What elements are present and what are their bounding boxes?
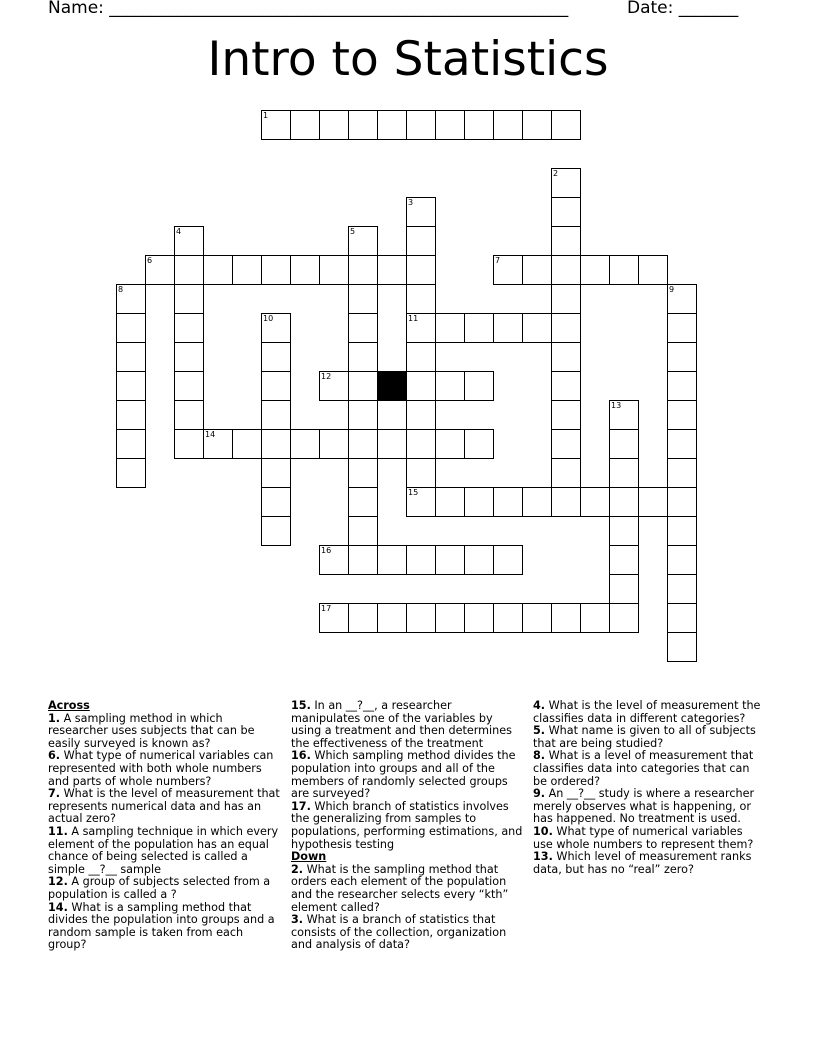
grid-cell[interactable] <box>348 429 378 459</box>
grid-cell[interactable] <box>667 603 697 633</box>
grid-cell[interactable] <box>377 545 407 575</box>
grid-cell[interactable] <box>174 429 204 459</box>
grid-cell[interactable] <box>406 603 436 633</box>
date-field-label: Date: _______ <box>627 0 739 18</box>
clue-section-heading: Down <box>291 850 327 864</box>
clue-item-text: What type of numerical variables can represented with both whole numbers and parts of whole numbers? <box>48 749 274 788</box>
grid-cell[interactable] <box>667 574 697 604</box>
grid-cell[interactable] <box>203 255 233 285</box>
clue-item-number: 13. <box>533 850 553 864</box>
grid-cell[interactable] <box>580 255 610 285</box>
clue-item-number: 2. <box>291 862 304 876</box>
name-field-label: Name: ______________________________________________________ <box>48 0 569 18</box>
grid-cell[interactable] <box>319 110 349 140</box>
grid-cell[interactable] <box>609 516 639 546</box>
grid-cell[interactable] <box>551 458 581 488</box>
clue-item-text: What is a level of measurement that classifies data into categories that can be ordered? <box>533 749 754 788</box>
grid-cell[interactable] <box>435 110 465 140</box>
grid-cell[interactable] <box>261 313 291 343</box>
clue-number: 16 <box>321 546 332 555</box>
grid-cell[interactable] <box>609 400 639 430</box>
grid-cell[interactable] <box>174 371 204 401</box>
clue-number: 5 <box>350 227 356 236</box>
grid-cell[interactable] <box>609 545 639 575</box>
clue-item <box>533 750 765 788</box>
grid-cell[interactable] <box>348 487 378 517</box>
grid-cell[interactable] <box>667 516 697 546</box>
grid-cell[interactable] <box>116 400 146 430</box>
clue-item-text: In an __?__, a researcher manipulates one of the variables by using a treatment and then determines the effectiveness of the treatment <box>291 699 512 750</box>
grid-cell[interactable] <box>667 284 697 314</box>
clue-item-number: 3. <box>291 913 304 927</box>
grid-cell[interactable] <box>435 545 465 575</box>
clue-item-text: A group of subjects selected from a population is called a ? <box>48 875 271 901</box>
grid-cell[interactable] <box>348 516 378 546</box>
clue-item <box>533 700 765 725</box>
grid-cell[interactable] <box>435 487 465 517</box>
clue-item <box>48 713 280 751</box>
clue-item <box>291 914 523 952</box>
clue-item-number: 11. <box>48 824 68 838</box>
grid-cell[interactable] <box>609 603 639 633</box>
page-title: Intro to Statistics <box>207 32 609 87</box>
grid-cell[interactable] <box>261 400 291 430</box>
grid-cell[interactable] <box>261 458 291 488</box>
grid-cell[interactable] <box>377 603 407 633</box>
grid-cell[interactable] <box>551 197 581 227</box>
grid-cell[interactable] <box>261 487 291 517</box>
grid-cell[interactable] <box>348 342 378 372</box>
grid-cell[interactable] <box>464 371 494 401</box>
grid-cell[interactable] <box>406 545 436 575</box>
grid-cell[interactable] <box>116 284 146 314</box>
grid-cell[interactable] <box>406 255 436 285</box>
grid-cell[interactable] <box>319 603 349 633</box>
grid-cell[interactable] <box>174 255 204 285</box>
clue-item-number: 10. <box>533 824 553 838</box>
grid-cell[interactable] <box>348 371 378 401</box>
grid-cell[interactable] <box>261 516 291 546</box>
grid-cell[interactable] <box>609 458 639 488</box>
grid-cell[interactable] <box>261 110 291 140</box>
clue-number: 17 <box>321 604 332 613</box>
grid-cell[interactable] <box>464 110 494 140</box>
grid-cell[interactable] <box>406 313 436 343</box>
clue-number: 13 <box>611 401 622 410</box>
grid-cell[interactable] <box>580 487 610 517</box>
grid-cell[interactable] <box>522 255 552 285</box>
clue-item <box>291 700 523 750</box>
grid-cell[interactable] <box>232 255 262 285</box>
clue-item-number: 5. <box>533 724 546 738</box>
grid-cell[interactable] <box>580 603 610 633</box>
grid-cell[interactable] <box>464 545 494 575</box>
clue-item-number: 4. <box>533 699 546 712</box>
clue-item <box>48 826 280 876</box>
clue-item-text: What name is given to all of subjects that are being studied? <box>533 724 756 750</box>
clue-number: 14 <box>205 430 216 439</box>
grid-cell[interactable] <box>464 487 494 517</box>
clue-item <box>48 750 280 788</box>
grid-cell[interactable] <box>609 255 639 285</box>
clue-item-text: What is the level of measurement that represents numerical data and has an actual zero? <box>48 787 280 826</box>
grid-cell[interactable] <box>464 603 494 633</box>
grid-cell[interactable] <box>493 545 523 575</box>
grid-cell[interactable] <box>551 110 581 140</box>
grid-cell[interactable] <box>348 458 378 488</box>
clue-number: 6 <box>147 256 153 265</box>
grid-cell[interactable] <box>174 284 204 314</box>
grid-cell[interactable] <box>319 429 349 459</box>
clue-item-number: 14. <box>48 900 68 914</box>
grid-cell[interactable] <box>667 342 697 372</box>
grid-cell[interactable] <box>261 371 291 401</box>
grid-cell[interactable] <box>377 110 407 140</box>
clue-number: 8 <box>118 285 124 294</box>
grid-cell[interactable] <box>174 400 204 430</box>
clue-number: 7 <box>495 256 501 265</box>
grid-cell[interactable] <box>377 429 407 459</box>
grid-cell[interactable] <box>551 255 581 285</box>
grid-cell[interactable] <box>522 603 552 633</box>
grid-cell[interactable] <box>667 632 697 662</box>
grid-cell[interactable] <box>667 487 697 517</box>
clue-item <box>48 902 280 952</box>
clue-item-text: Which level of measurement ranks data, but has no “real” zero? <box>533 850 752 876</box>
clue-item <box>533 851 765 876</box>
clue-item-text: Which branch of statistics involves the generalizing from samples to populations, performing estimations, and hypothesis testing <box>291 799 523 851</box>
clue-number: 11 <box>408 314 419 323</box>
grid-cell[interactable] <box>116 371 146 401</box>
clues-column-3 <box>533 700 765 876</box>
grid-cell[interactable] <box>551 342 581 372</box>
clue-number: 2 <box>553 169 559 178</box>
grid-cell[interactable] <box>406 342 436 372</box>
clue-number: 10 <box>263 314 274 323</box>
grid-cell[interactable] <box>290 255 320 285</box>
clue-item-number: 15. <box>291 699 311 712</box>
clue-item-number: 16. <box>291 749 311 763</box>
grid-cell[interactable] <box>551 429 581 459</box>
grid-cell[interactable] <box>551 400 581 430</box>
grid-cell[interactable] <box>667 400 697 430</box>
clue-item <box>48 788 280 826</box>
grid-cell[interactable] <box>406 197 436 227</box>
grid-cell[interactable] <box>435 313 465 343</box>
black-square <box>377 371 407 401</box>
grid-cell[interactable] <box>319 371 349 401</box>
grid-cell[interactable] <box>348 255 378 285</box>
grid-cell[interactable] <box>174 313 204 343</box>
clue-item-text: What is a branch of statistics that consists of the collection, organization and analysis of data? <box>291 913 507 952</box>
grid-cell[interactable] <box>551 371 581 401</box>
clue-item <box>533 826 765 851</box>
grid-cell[interactable] <box>261 342 291 372</box>
clue-number: 9 <box>669 285 675 294</box>
grid-cell[interactable] <box>551 603 581 633</box>
grid-cell[interactable] <box>261 429 291 459</box>
grid-cell[interactable] <box>551 313 581 343</box>
grid-cell[interactable] <box>667 371 697 401</box>
clue-item-text: Which sampling method divides the population into groups and all of the members of randomly selected groups are surveyed? <box>291 749 516 801</box>
grid-cell[interactable] <box>522 313 552 343</box>
grid-cell[interactable] <box>348 603 378 633</box>
grid-cell[interactable] <box>319 255 349 285</box>
grid-cell[interactable] <box>609 574 639 604</box>
clue-section-heading: Across <box>48 699 90 712</box>
clue-number: 4 <box>176 227 182 236</box>
grid-cell[interactable] <box>464 429 494 459</box>
grid-cell[interactable] <box>232 429 262 459</box>
grid-cell[interactable] <box>290 429 320 459</box>
clue-item-number: 9. <box>533 787 546 801</box>
grid-cell[interactable] <box>116 313 146 343</box>
grid-cell[interactable] <box>522 110 552 140</box>
grid-cell[interactable] <box>406 110 436 140</box>
grid-cell[interactable] <box>551 284 581 314</box>
grid-cell[interactable] <box>493 313 523 343</box>
clue-item-text: What is a sampling method that divides the population into groups and a random sample is taken from each group? <box>48 900 275 952</box>
grid-cell[interactable] <box>348 284 378 314</box>
clue-item <box>533 788 765 826</box>
grid-cell[interactable] <box>348 313 378 343</box>
grid-cell[interactable] <box>493 487 523 517</box>
clue-item-text: An __?__ study is where a researcher merely observes what is happening, or has happened. No treatment is used. <box>533 787 755 826</box>
clue-item-text: A sampling technique in which every element of the population has an equal chance of being selected is called a simple __?__ sample <box>48 824 279 876</box>
grid-cell[interactable] <box>203 429 233 459</box>
grid-cell[interactable] <box>174 342 204 372</box>
grid-cell[interactable] <box>493 603 523 633</box>
clue-item-number: 1. <box>48 711 61 725</box>
grid-cell[interactable] <box>116 429 146 459</box>
grid-cell[interactable] <box>261 255 291 285</box>
grid-cell[interactable] <box>116 342 146 372</box>
grid-cell[interactable] <box>551 168 581 198</box>
clue-number: 12 <box>321 372 332 381</box>
grid-cell[interactable] <box>145 255 175 285</box>
clues-column-2 <box>291 700 523 952</box>
grid-cell[interactable] <box>377 255 407 285</box>
clue-number: 1 <box>263 111 269 120</box>
clue-item-number: 8. <box>533 749 546 763</box>
clue-number: 3 <box>408 198 414 207</box>
grid-cell[interactable] <box>406 487 436 517</box>
clue-item-text: What is the level of measurement the classifies data in different categories? <box>533 699 761 725</box>
grid-cell[interactable] <box>435 603 465 633</box>
grid-cell[interactable] <box>406 226 436 256</box>
clue-item-text: A sampling method in which researcher uses subjects that can be easily surveyed is known as? <box>48 711 255 750</box>
clue-item <box>291 750 523 800</box>
grid-cell[interactable] <box>522 487 552 517</box>
grid-cell[interactable] <box>290 110 320 140</box>
grid-cell[interactable] <box>406 400 436 430</box>
grid-cell[interactable] <box>406 284 436 314</box>
clue-item <box>291 801 523 851</box>
clue-item <box>48 876 280 901</box>
grid-cell[interactable] <box>609 429 639 459</box>
clue-item-text: What type of numerical variables use whole numbers to represent them? <box>533 824 754 851</box>
grid-cell[interactable] <box>348 400 378 430</box>
grid-cell[interactable] <box>609 487 639 517</box>
clue-item-text: What is the sampling method that orders each element of the population and the researcher selects every “kth” element called? <box>291 862 509 914</box>
grid-cell[interactable] <box>667 429 697 459</box>
grid-cell[interactable] <box>348 545 378 575</box>
grid-cell[interactable] <box>464 313 494 343</box>
clue-item <box>533 725 765 750</box>
grid-cell[interactable] <box>667 545 697 575</box>
clue-item-number: 17. <box>291 799 311 813</box>
grid-cell[interactable] <box>435 371 465 401</box>
grid-cell[interactable] <box>406 429 436 459</box>
clues-column-1 <box>48 700 280 952</box>
clue-number: 15 <box>408 488 419 497</box>
grid-cell[interactable] <box>667 313 697 343</box>
grid-cell[interactable] <box>551 226 581 256</box>
clue-item-number: 12. <box>48 875 68 889</box>
clue-item-number: 7. <box>48 787 61 801</box>
grid-cell[interactable] <box>116 458 146 488</box>
grid-cell[interactable] <box>638 255 668 285</box>
grid-cell[interactable] <box>319 545 349 575</box>
grid-cell[interactable] <box>348 110 378 140</box>
grid-cell[interactable] <box>638 487 668 517</box>
grid-cell[interactable] <box>551 487 581 517</box>
grid-cell[interactable] <box>174 226 204 256</box>
grid-cell[interactable] <box>406 371 436 401</box>
grid-cell[interactable] <box>435 429 465 459</box>
clue-item-number: 6. <box>48 749 61 763</box>
grid-cell[interactable] <box>493 110 523 140</box>
grid-cell[interactable] <box>493 255 523 285</box>
grid-cell[interactable] <box>667 458 697 488</box>
clue-item <box>291 864 523 914</box>
grid-cell[interactable] <box>406 458 436 488</box>
grid-cell[interactable] <box>348 226 378 256</box>
